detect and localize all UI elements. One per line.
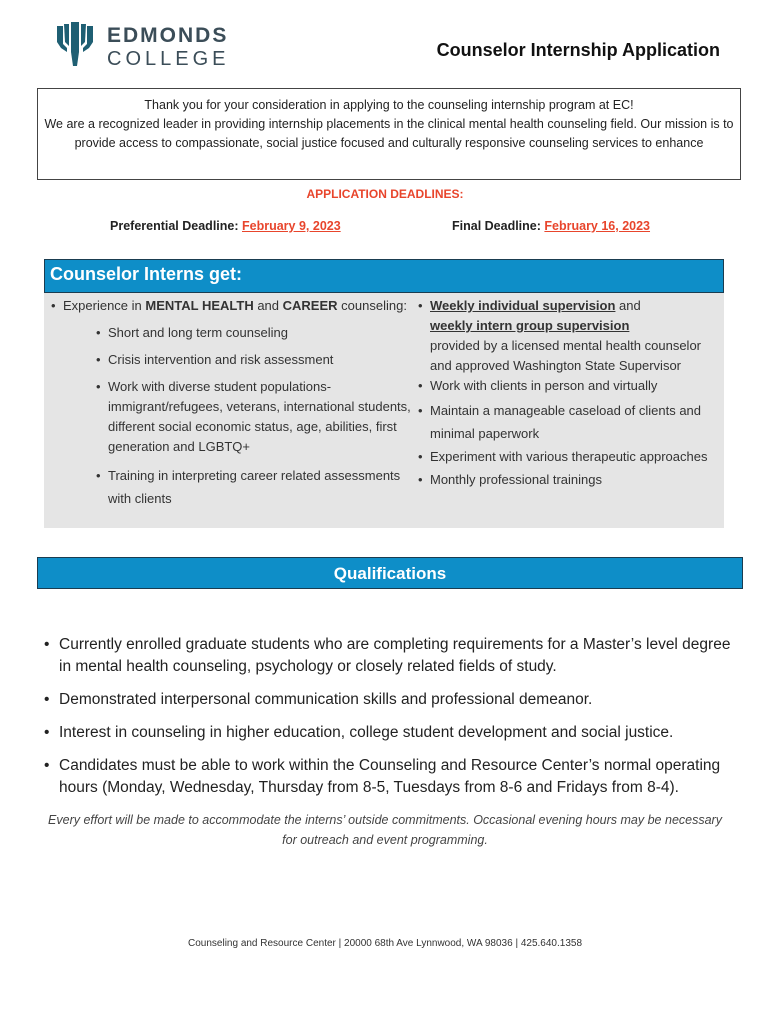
list-item: • Monthly professional trainings xyxy=(418,468,718,491)
item-bold-mental-health: MENTAL HEALTH xyxy=(145,298,254,313)
sub-list-item: • Crisis intervention and risk assessment xyxy=(51,350,411,370)
list-item: • Maintain a manageable caseload of clients and minimal paperwork xyxy=(418,399,718,445)
final-deadline xyxy=(452,219,650,233)
interns-right-column xyxy=(418,296,718,491)
logo-text-edmonds: EDMONDS xyxy=(107,24,229,47)
college-logo xyxy=(55,22,245,72)
final-deadline-label: Final Deadline: xyxy=(452,219,541,233)
logo-text-college: COLLEGE xyxy=(107,48,230,70)
list-item: • Currently enrolled graduate students who are completing requirements for a Master’s level degree in mental health counseling, psychology or closely related fields of study. xyxy=(44,634,734,678)
deadlines-heading: APPLICATION DEADLINES: xyxy=(306,187,464,201)
sub-list-item: • Short and long term counseling xyxy=(51,323,411,343)
interns-section-heading: Counselor Interns get: xyxy=(44,259,724,293)
item-bold-career: CAREER xyxy=(282,298,338,313)
preferential-deadline xyxy=(110,219,341,233)
qualifications-list xyxy=(44,634,734,810)
trident-logo-icon xyxy=(55,22,95,68)
preferential-deadline-date: February 9, 2023 xyxy=(242,219,341,233)
list-item: • Interest in counseling in higher education, college student development and social justice. xyxy=(44,722,734,744)
interns-left-column xyxy=(51,296,411,510)
preferential-deadline-label: Preferential Deadline: xyxy=(110,219,239,233)
footer-contact: Counseling and Resource Center | 20000 68th Ave Lynnwood, WA 98036 | 425.640.1358 xyxy=(188,938,582,949)
supervision-detail: provided by a licensed mental health counselor and approved Washington State Supervisor xyxy=(430,338,702,373)
list-item xyxy=(51,296,411,316)
intro-mission: We are a recognized leader in providing internship placements in the clinical mental health counseling field. Our mission is to provide access to compassionate, social justice focused and culturally responsive counseling services to enhance xyxy=(44,117,734,150)
list-item: • Candidates must be able to work within the Counseling and Resource Center’s normal operating hours (Monday, Wednesday, Thursday from 8-5, Tuesdays from 8-6 and Fridays from 8-4). xyxy=(44,755,734,799)
list-item: • Demonstrated interpersonal communication skills and professional demeanor. xyxy=(44,689,734,711)
list-item: • Experiment with various therapeutic approaches xyxy=(418,445,718,468)
page-title: Counselor Internship Application xyxy=(436,40,720,60)
item-text: and xyxy=(253,298,283,313)
qualifications-heading: Qualifications xyxy=(37,557,743,589)
sub-list-item: • Training in interpreting career related assessments with clients xyxy=(51,464,411,510)
list-item: • Work with clients in person and virtually xyxy=(418,376,718,396)
item-text: counseling: xyxy=(337,298,407,313)
final-deadline-date: February 16, 2023 xyxy=(544,219,651,233)
interns-benefits-panel xyxy=(44,293,724,528)
sub-list-item: • Work with diverse student populations- immigrant/refugees, veterans, international students, different social economic status, age, abilities, first generation and LGBTQ+ xyxy=(51,377,411,457)
item-text: and xyxy=(615,298,641,313)
weekly-intern-group-supervision: weekly intern group supervision xyxy=(430,318,630,333)
qualifications-note: Every effort will be made to accommodate the interns’ outside commitments. Occasional evening hours may be necessary for outreach and event programming. xyxy=(48,813,722,847)
intro-thanks: Thank you for your consideration in applying to the counseling internship program at EC! xyxy=(144,98,634,112)
item-text: Experience in xyxy=(63,298,146,313)
list-item-supervision xyxy=(418,296,718,376)
intro-box xyxy=(37,88,741,180)
weekly-individual-supervision: Weekly individual supervision xyxy=(430,298,616,313)
